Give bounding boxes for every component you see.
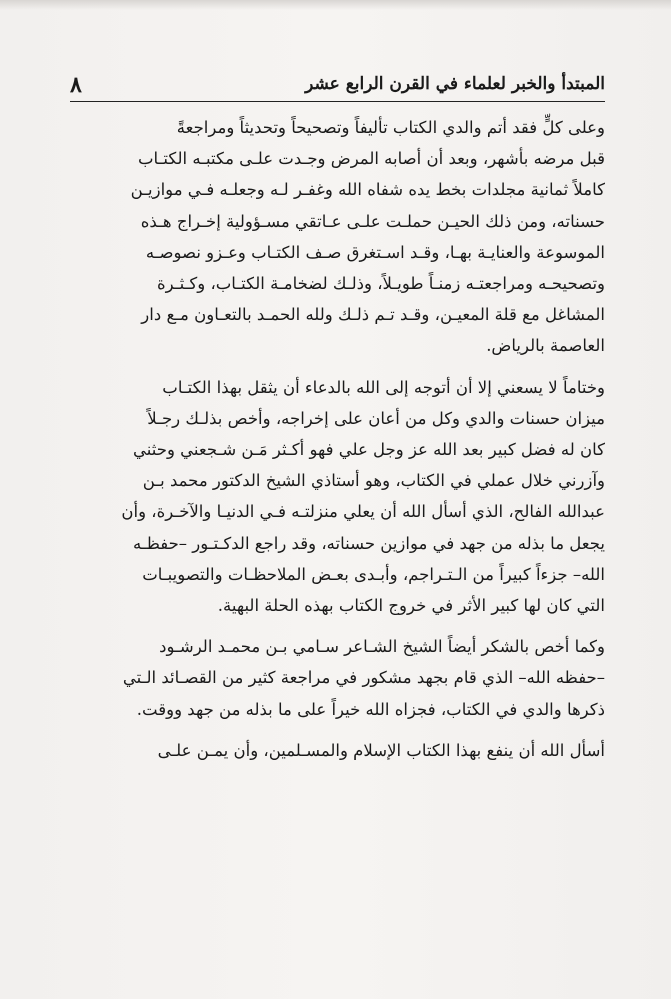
text-line: العاصمة بالرياض. [486,336,605,356]
text-line: وتصحيحـه ومراجعتـه زمنـاً طويـلاً، وذلـك لضخامـة الكتـاب، وكـثـرة [156,274,605,294]
text-line: قبل مرضه بأشهر، وبعد أن أصابه المرض وجـدت علـى مكتبـه الكتـاب [137,149,605,169]
text-line: وكما أخص بالشكر أيضاً الشيخ الشـاعر سـامي بـن محمـد الرشـود [159,637,605,657]
page-top-shadow [0,0,671,10]
text-line: حسناته، ومن ذلك الحيـن حملـت علـى عـاتقي مسـؤولية إخـراج هـذه [140,211,605,231]
text-line: التي كان لها كبير الأثر في خروج الكتاب بهذه الحلة البهية. [217,596,605,616]
header-divider [70,101,605,102]
running-header-title: المبتدأ والخبر لعلماء في القرن الرابع عشر [305,74,605,94]
text-line: الله– جزءاً كبيراً من الـتـراجم، وأبـدى بعـض الملاحظـات والتصويبـات [142,564,605,584]
text-line: وآزرني خلال عملي في الكتاب، وهو أستاذي الشيخ الدكتور محمد بـن [142,471,605,491]
text-line: ذكرها والدي في الكتاب، فجزاه الله خيراً على ما بذله من جهد ووقت. [136,699,605,719]
text-line: الموسوعة والعنايـة بهـا، وقـد اسـتغرق صـف الكتـاب وعـزو نصوصـه [145,242,605,262]
text-line: كاملاً ثمانية مجلدات بخط يده شفاه الله وغفـر لـه وجعلـه فـي موازيـن [130,180,605,200]
text-line: يجعل ما بذله من جهد في موازين حسناته، وقد راجع الدكـتـور –حفظـه [133,533,605,553]
page-number: ٨ [70,72,82,98]
text-line: وعلى كلٍّ فقد أتم والدي الكتاب تأليفاً وتصحيحاً وتحديثاً ومراجعةً [176,118,605,137]
paragraph-4 [70,735,605,766]
text-line: ميزان حسنات والدي وكل من أعان على إخراجه، وأخص بذلـك رجـلاً [147,408,605,428]
running-header [70,72,605,102]
text-line: المشاغل مع قلة المعيـن، وقـد تـم ذلـك ولله الحمـد بالتعـاون مـع دار [141,305,605,325]
text-line: –حفظه الله– الذي قام بجهد مشكور في مراجعة كثير من القصـائد الـتي [122,668,605,688]
paragraph-2 [70,372,605,622]
text-line: أسأل الله أن ينفع بهذا الكتاب الإسلام والمسـلمين، وأن يمـن علـى [157,740,605,760]
paragraph-3 [70,631,605,725]
text-line: كان له فضل كبير بعد الله عز وجل علي فهو أكـثر مَـن شـجعني وحثني [133,440,605,460]
paragraph-1 [70,112,605,362]
body-text [70,112,605,766]
text-line: عبدالله الفالح، الذي أسأل الله أن يعلي منزلتـه فـي الدنيـا والآخـرة، وأن [121,502,605,522]
text-line: وختاماً لا يسعني إلا أن أتوجه إلى الله بالدعاء أن يثقل بهذا الكتـاب [162,377,605,397]
